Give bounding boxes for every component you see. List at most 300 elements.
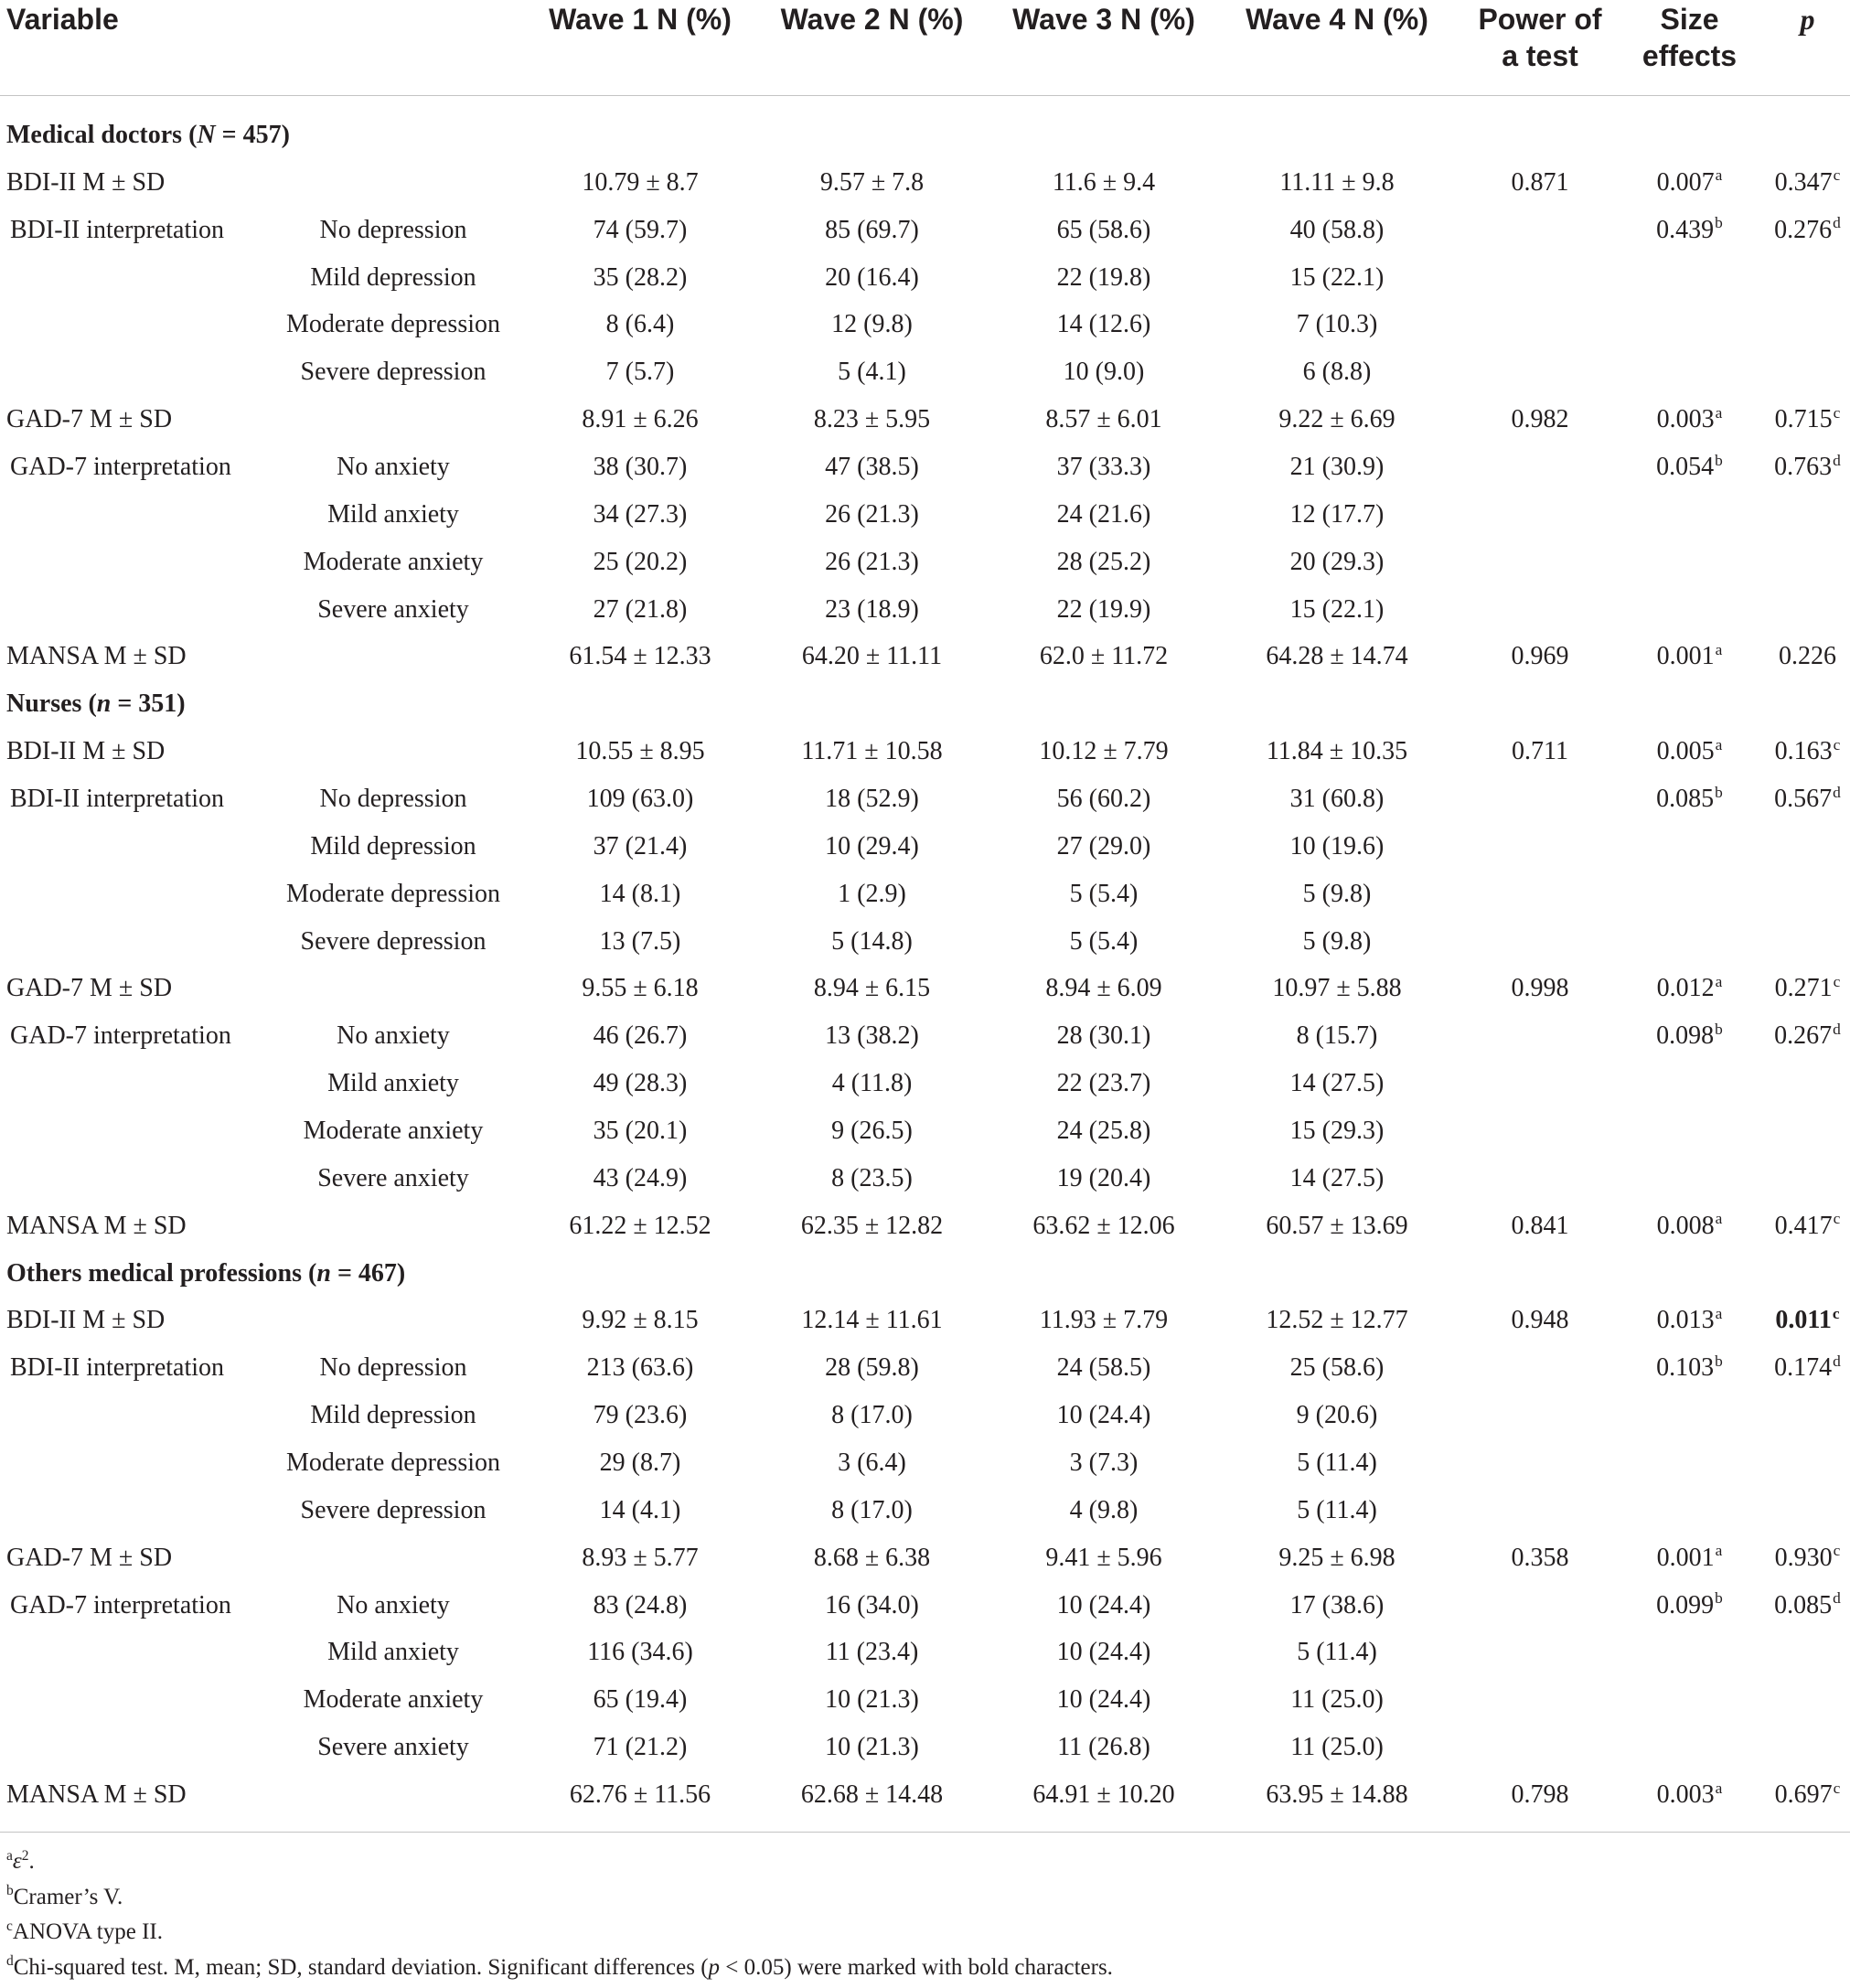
wave-1-value: 83 (24.8) [593,1590,688,1619]
header-size-effects [1629,0,1750,96]
wave-4-value: 9.22 ± 6.69 [1278,405,1396,434]
footnote-marker: b [1715,1352,1723,1370]
category-label: Severe anxiety [317,594,469,624]
p-value-number: 0.930 [1774,1543,1833,1572]
spacer-cell [0,1819,1850,1833]
category-label: Moderate depression [285,1448,501,1477]
footnote-symbol: ε [12,1849,22,1874]
variable-label [0,1439,265,1487]
footnote-marker: a [1715,403,1723,422]
size-effect-value [1629,1155,1750,1202]
footnote-marker: b [1715,783,1723,801]
wave-1-value: 43 (24.9) [593,1163,688,1192]
footnote-marker: a [1715,1210,1723,1228]
wave-2-value: 26 (21.3) [825,499,919,529]
wave-4-value: 25 (58.6) [1289,1353,1385,1383]
header-p-value: p [1750,0,1850,96]
p-value [1750,1724,1850,1771]
power-value: 0.711 [1512,737,1568,766]
p-value [1750,965,1850,1012]
wave-4-value: 5 (11.4) [1297,1495,1377,1524]
group-header-row [0,680,1850,728]
footnote-text: < 0.05) were marked with bold characters. [720,1954,1113,1980]
variable-label [0,1107,265,1155]
category-label [265,633,521,680]
wave-2-value: 20 (16.4) [825,262,919,292]
wave-3-value: 14 (12.6) [1056,310,1151,339]
table-row [0,775,1850,823]
size-effect-value [1629,1630,1750,1677]
wave-3-value: 24 (25.8) [1056,1116,1151,1145]
p-value-number: 0.011 [1775,1306,1832,1335]
variable-label: MANSA M ± SD [6,642,187,671]
wave-1-value: 79 (23.6) [593,1401,688,1430]
wave-2-value: 64.20 ± 11.11 [801,642,943,671]
category-label: Severe anxiety [317,1733,469,1762]
variable-label: MANSA M ± SD [6,1211,187,1240]
wave-3-value: 62.0 ± 11.72 [1039,642,1169,671]
size-effect-number: 0.003 [1656,1780,1715,1809]
category-label [265,965,521,1012]
wave-4-value: 10.97 ± 5.88 [1272,974,1402,1003]
wave-2-value: 16 (34.0) [825,1590,919,1619]
wave-2-value: 10 (29.4) [825,831,919,860]
group-title [0,1250,1850,1298]
table-row [0,1676,1850,1724]
wave-1-value: 116 (34.6) [587,1638,693,1667]
group-header-row [0,1250,1850,1298]
table-row [0,491,1850,539]
category-label: Mild depression [310,1401,476,1430]
variable-label: MANSA M ± SD [6,1780,187,1809]
p-value [1750,633,1850,680]
spacer-row [0,1819,1850,1833]
size-effect-value [1629,965,1750,1012]
size-effect-value [1629,918,1750,966]
variable-label: GAD-7 interpretation [10,1021,231,1051]
p-value [1750,871,1850,918]
wave-1-value: 14 (8.1) [599,879,681,908]
wave-2-value: 5 (14.8) [831,926,913,956]
footnote-marker: c [1833,1210,1841,1228]
footnote-marker: c [1833,166,1841,185]
footnote-marker: a [1715,1779,1723,1797]
category-label: No anxiety [337,1021,450,1051]
variable-label: BDI-II interpretation [10,784,225,813]
footnote-marker: b [1715,214,1723,232]
size-effect-value [1629,1297,1750,1344]
table-row [0,207,1850,254]
variable-label [0,348,265,396]
wave-4-value: 5 (11.4) [1297,1448,1377,1477]
wave-2-value: 11 (23.4) [825,1638,919,1667]
footnote-marker: b [1715,1020,1723,1038]
footnote-marker: d [1833,451,1841,469]
size-effect-value [1629,871,1750,918]
size-effect-value [1629,1439,1750,1487]
wave-1-value: 10.79 ± 8.7 [582,167,699,197]
p-value [1750,254,1850,302]
table-row [0,1392,1850,1439]
wave-3-value: 3 (7.3) [1069,1448,1139,1477]
size-effect-value [1629,1487,1750,1534]
footnote-marker: c [1833,403,1841,422]
p-value [1750,539,1850,586]
wave-1-value: 10.55 ± 8.95 [575,737,705,766]
size-effect-value [1629,1771,1750,1819]
wave-3-value: 37 (33.3) [1056,452,1151,481]
wave-2-value: 28 (59.8) [825,1353,919,1383]
table-row [0,1107,1850,1155]
category-label [265,1202,521,1250]
table-row [0,1344,1850,1392]
wave-2-value: 8.94 ± 6.15 [813,974,931,1003]
table-row [0,965,1850,1012]
footnote-marker: d [1833,1020,1841,1038]
wave-3-value: 24 (58.5) [1056,1353,1151,1383]
p-value [1750,1202,1850,1250]
sample-size: = 351) [111,689,186,719]
wave-3-value: 11.6 ± 9.4 [1052,167,1156,197]
wave-2-value: 26 (21.3) [825,547,919,576]
wave-1-value: 8.91 ± 6.26 [582,405,699,434]
power-value [1451,301,1629,348]
table-row [0,871,1850,918]
footnote-mark: c [6,1918,13,1934]
category-label: Moderate anxiety [303,1116,484,1145]
p-value [1750,775,1850,823]
category-label: No depression [319,215,467,244]
wave-1-value: 25 (20.2) [593,547,688,576]
power-value [1451,1155,1629,1202]
category-label: Moderate depression [285,879,501,908]
table-row [0,918,1850,966]
power-value [1451,207,1629,254]
p-value [1750,159,1850,207]
p-value-number: 0.697 [1774,1780,1833,1809]
table-body [0,96,1850,1833]
wave-4-value: 12.52 ± 12.77 [1266,1306,1408,1335]
p-value [1750,823,1850,871]
wave-4-value: 10 (19.6) [1289,831,1385,860]
sample-size: = 467) [330,1258,406,1288]
power-value: 0.871 [1511,167,1569,197]
size-effect-value [1629,1060,1750,1107]
variable-label [0,1487,265,1534]
footnote-marker: d [1833,1352,1841,1370]
power-value [1451,918,1629,966]
size-effect-number: 0.085 [1656,784,1715,813]
variable-label [0,1155,265,1202]
power-value [1451,775,1629,823]
table-row [0,539,1850,586]
p-value [1750,1344,1850,1392]
wave-4-value: 40 (58.8) [1289,215,1385,244]
size-effect-value [1629,775,1750,823]
wave-4-value: 14 (27.5) [1289,1163,1385,1192]
p-value-number: 0.763 [1774,452,1833,481]
p-value-number: 0.417 [1774,1211,1833,1240]
power-value [1451,1344,1629,1392]
power-value [1451,1012,1629,1060]
spacer-cell [0,96,1850,112]
header-row [0,0,1850,96]
header-category [265,0,521,96]
variable-label [0,871,265,918]
wave-1-value: 61.22 ± 12.52 [569,1211,711,1240]
table-row [0,1630,1850,1677]
table-row [0,586,1850,634]
size-effect-value [1629,1344,1750,1392]
wave-4-value: 15 (22.1) [1289,594,1385,624]
wave-1-value: 37 (21.4) [593,831,688,860]
variable-label: BDI-II M ± SD [6,1306,166,1335]
variable-label [0,539,265,586]
size-effect-number: 0.005 [1656,737,1715,766]
wave-1-value: 74 (59.7) [593,215,688,244]
wave-2-value: 1 (2.9) [838,879,906,908]
size-effect-number: 0.054 [1656,452,1715,481]
header-variable: Variable [0,0,265,96]
power-value [1451,1724,1629,1771]
wave-3-value: 10 (24.4) [1056,1685,1151,1715]
wave-4-value: 31 (60.8) [1289,784,1385,813]
wave-1-value: 35 (28.2) [593,262,688,292]
wave-3-value: 22 (23.7) [1056,1069,1151,1098]
variable-label [0,586,265,634]
p-value-number: 0.271 [1774,974,1833,1003]
p-value [1750,1534,1850,1582]
header-power-line1: Power of [1478,3,1602,36]
wave-4-value: 21 (30.9) [1289,452,1385,481]
size-effect-value [1629,396,1750,444]
p-value-number: 0.085 [1774,1590,1833,1619]
variable-label [0,918,265,966]
wave-1-value: 9.92 ± 8.15 [582,1306,699,1335]
power-value [1451,1676,1629,1724]
p-value-number: 0.226 [1779,642,1836,671]
wave-3-value: 63.62 ± 12.06 [1032,1211,1175,1240]
power-value: 0.798 [1511,1780,1569,1809]
category-label: Mild depression [310,831,476,860]
category-label [265,159,521,207]
footnote-marker: c [1833,735,1841,754]
size-effect-value [1629,633,1750,680]
wave-1-value: 61.54 ± 12.33 [569,642,711,671]
sample-size-symbol: n [316,1258,331,1288]
wave-2-value: 12.14 ± 11.61 [801,1306,943,1335]
wave-4-value: 5 (11.4) [1297,1638,1377,1667]
wave-4-value: 15 (29.3) [1289,1116,1385,1145]
table-footnotes [0,1844,1850,1985]
p-value [1750,1630,1850,1677]
wave-4-value: 14 (27.5) [1289,1069,1385,1098]
size-effect-value [1629,159,1750,207]
category-label: Moderate anxiety [303,547,484,576]
size-effect-number: 0.099 [1656,1590,1715,1619]
wave-4-value: 9.25 ± 6.98 [1278,1543,1396,1572]
power-value [1451,1392,1629,1439]
category-label: No depression [319,1353,467,1383]
header-wave-1: Wave 1 N (%) [521,0,759,96]
wave-1-value: 8 (6.4) [605,310,675,339]
size-effect-value [1629,491,1750,539]
category-label: No anxiety [337,452,450,481]
group-name: Medical doctors ( [6,120,198,149]
power-value [1451,1630,1629,1677]
footnote-mark: d [6,1953,14,1970]
wave-4-value: 12 (17.7) [1289,499,1385,529]
table-row [0,159,1850,207]
wave-4-value: 7 (10.3) [1296,310,1378,339]
wave-3-value: 11.93 ± 7.79 [1039,1306,1169,1335]
category-label: No anxiety [337,1590,450,1619]
footnote-text: ANOVA type II. [12,1919,164,1944]
p-value [1750,1676,1850,1724]
table-row [0,396,1850,444]
power-value: 0.969 [1511,642,1569,671]
table-row [0,1771,1850,1819]
group-header-row [0,112,1850,159]
footnote-marker: a [1715,1305,1723,1322]
power-value [1451,871,1629,918]
category-label [265,1297,521,1344]
power-value [1451,539,1629,586]
wave-3-value: 10 (24.4) [1056,1401,1151,1430]
wave-2-value: 62.35 ± 12.82 [800,1211,944,1240]
category-label: Mild depression [310,262,476,292]
wave-4-value: 9 (20.6) [1296,1401,1378,1430]
table-row [0,348,1850,396]
wave-3-value: 22 (19.8) [1056,262,1151,292]
size-effect-value [1629,1392,1750,1439]
wave-2-value: 12 (9.8) [831,310,913,339]
p-value [1750,1155,1850,1202]
p-value [1750,491,1850,539]
header-wave-4: Wave 4 N (%) [1223,0,1451,96]
wave-1-value: 14 (4.1) [599,1495,681,1524]
table-row [0,1012,1850,1060]
p-value [1750,207,1850,254]
p-value [1750,1439,1850,1487]
footnote-marker: a [1715,640,1723,658]
variable-label: BDI-II M ± SD [6,167,166,197]
wave-1-value: 13 (7.5) [599,926,681,956]
size-effect-value [1629,1012,1750,1060]
table-row [0,1202,1850,1250]
variable-label [0,1724,265,1771]
p-value [1750,1060,1850,1107]
wave-1-value: 38 (30.7) [593,452,688,481]
footnote-text: Chi-squared test. M, mean; SD, standard deviation. Significant differences ( [13,1954,709,1980]
wave-3-value: 5 (5.4) [1069,926,1139,956]
wave-1-value: 9.55 ± 6.18 [582,974,699,1003]
p-value [1750,1582,1850,1630]
size-effect-value [1629,348,1750,396]
p-value-number: 0.267 [1774,1021,1833,1051]
footnote-c [0,1915,1850,1951]
p-value [1750,918,1850,966]
footnote-b [0,1880,1850,1916]
p-value [1750,348,1850,396]
p-value [1750,1392,1850,1439]
p-value [1750,586,1850,634]
wave-4-value: 5 (9.8) [1302,879,1372,908]
p-value-number: 0.174 [1774,1353,1833,1383]
power-value [1451,1060,1629,1107]
category-label: Mild anxiety [327,1638,459,1667]
size-effect-number: 0.012 [1656,974,1715,1003]
footnote-d [0,1951,1850,1986]
power-value [1451,1107,1629,1155]
table-row [0,1155,1850,1202]
power-value [1451,823,1629,871]
wave-1-value: 8.93 ± 5.77 [582,1543,699,1572]
header-power-line2: a test [1502,39,1578,72]
footnote-exponent: 2 [21,1847,29,1864]
variable-label [0,254,265,302]
category-label: No depression [319,784,467,813]
category-label: Severe depression [300,926,487,956]
wave-2-value: 85 (69.7) [825,215,919,244]
wave-4-value: 6 (8.8) [1302,358,1372,387]
size-effect-value [1629,254,1750,302]
footnote-marker: c [1833,972,1841,990]
footnote-marker: c [1833,1542,1841,1560]
wave-4-value: 11 (25.0) [1290,1733,1384,1762]
wave-2-value: 47 (38.5) [825,452,919,481]
wave-4-value: 63.95 ± 14.88 [1266,1780,1408,1809]
size-effect-number: 0.007 [1656,167,1715,197]
power-value [1451,586,1629,634]
size-effect-number: 0.003 [1656,405,1715,434]
variable-label [0,1630,265,1677]
category-label: Mild anxiety [327,1069,459,1098]
wave-1-value: 109 (63.0) [586,784,694,813]
size-effect-value [1629,728,1750,775]
size-effect-number: 0.013 [1656,1306,1715,1335]
wave-1-value: 34 (27.3) [593,499,688,529]
size-effect-value [1629,1676,1750,1724]
footnote-marker: d [1833,214,1841,232]
variable-label [0,1392,265,1439]
wave-4-value: 60.57 ± 13.69 [1266,1211,1408,1240]
size-effect-value [1629,444,1750,491]
table-row [0,1297,1850,1344]
group-name: Others medical professions ( [6,1258,317,1288]
wave-2-value: 8 (17.0) [831,1495,913,1524]
category-label: Severe depression [300,358,487,387]
table-row [0,1439,1850,1487]
p-value [1750,1012,1850,1060]
category-label [265,1771,521,1819]
power-value [1451,1439,1629,1487]
wave-1-value: 49 (28.3) [593,1069,688,1098]
footnote-marker: c [1832,1305,1840,1322]
table-row [0,823,1850,871]
variable-label [0,491,265,539]
header-size-effects-line1: Size [1660,3,1719,36]
wave-2-value: 18 (52.9) [825,784,919,813]
footnote-marker: c [1833,1779,1841,1797]
variable-label: BDI-II interpretation [10,1353,225,1383]
wave-2-value: 3 (6.4) [838,1448,906,1477]
p-value-number: 0.567 [1774,784,1833,813]
wave-3-value: 28 (25.2) [1056,547,1151,576]
wave-2-value: 8 (23.5) [831,1163,913,1192]
wave-3-value: 8.57 ± 6.01 [1045,405,1162,434]
footnote-mark: a [6,1847,13,1864]
